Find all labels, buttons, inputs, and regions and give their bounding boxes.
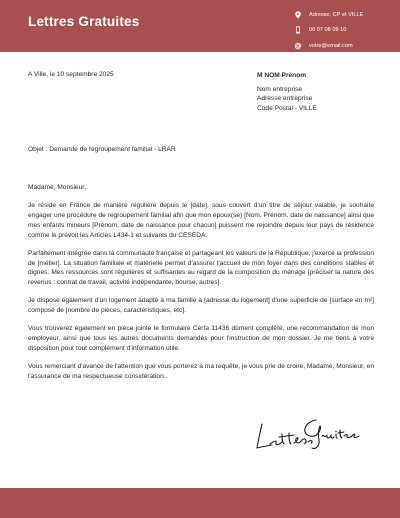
recipient-name: M NOM Prénom <box>257 72 307 79</box>
paragraph-residence: Je réside en France de manière régulière depuis le [date], sous couvert d'un titre de séjour valable, je souhaite engager une procédure de regroupement familial afin que mon époux(se) [Nom, Prénom, date de naissance] ainsi que mes enfants mineurs [Prénom, date de naissance pour chacun] puissent me rejoindre depuis leur pays de résidence comme le prévoit les Articles L434-1 et suivants du CESEDA. <box>28 202 374 239</box>
recipient-city: Code Postal - VILLE <box>257 104 317 112</box>
recipient-company: Nom entreprise <box>257 85 303 93</box>
brand-title: Lettres Gratuites <box>28 14 140 29</box>
phone-text: 06 07 08 09 10 <box>309 27 347 34</box>
paragraph-documents: Vous trouverez également en pièce jointe le formulaire Cerfa 11436 dûment complété, une recommandation de mon employeur, ainsi que tous les autres documents demandés pour l'instruction de mon dossier. Je me tiens à votre disposition pour tout complément d'information utile. <box>28 325 374 352</box>
contact-address <box>294 7 363 23</box>
place-date: A Ville, le 10 septembre 2025 <box>28 71 114 78</box>
email-text: votre@email.com <box>309 42 353 49</box>
header-bar <box>0 0 400 52</box>
address-text: Adresse, CP et VILLE <box>309 11 364 18</box>
phone-icon <box>294 26 302 34</box>
greeting: Madame, Monsieur, <box>28 184 86 191</box>
letter-subject: Objet : Demande de regroupement familial - LRAR <box>28 146 176 153</box>
paragraph-integration: Parfaitement intégrée dans la communauté française et partageant les valeurs de la République, j'exerce la profession de [métier]. La situation familiale et matérielle permet d'assurer l'accueil de mon foyer dans des conditions stables et dignes. Mes ressources sont régulières et suffisantes au regard de la composition du ménage [préciser la nature des revenus : contrat de travail, activité indépendante, bourse, autres]. <box>28 249 374 287</box>
at-sign-icon <box>294 42 302 50</box>
contact-email <box>294 38 363 54</box>
footer-bar <box>0 488 400 518</box>
letter-body <box>28 183 374 390</box>
recipient-address: Adresse entreprise <box>257 95 313 102</box>
handwritten-signature <box>252 412 362 458</box>
contact-block <box>294 7 363 54</box>
recipient-block <box>257 71 317 113</box>
location-pin-icon <box>294 11 302 19</box>
contact-phone <box>294 23 363 39</box>
paragraph-closing: Vous remerciant d'avance de l'attention que vous porterez à ma requête, je vous prie de croire, Madame, Monsieur, en l'assurance de ma respectueuse considération.. <box>28 363 374 380</box>
paragraph-housing: Je dispose également d'un logement adapté à ma famille à [adresse du logement] d'une superficie de [surface en m²] composé de [nombre de pièces, caractéristiques, etc]. <box>28 297 374 315</box>
